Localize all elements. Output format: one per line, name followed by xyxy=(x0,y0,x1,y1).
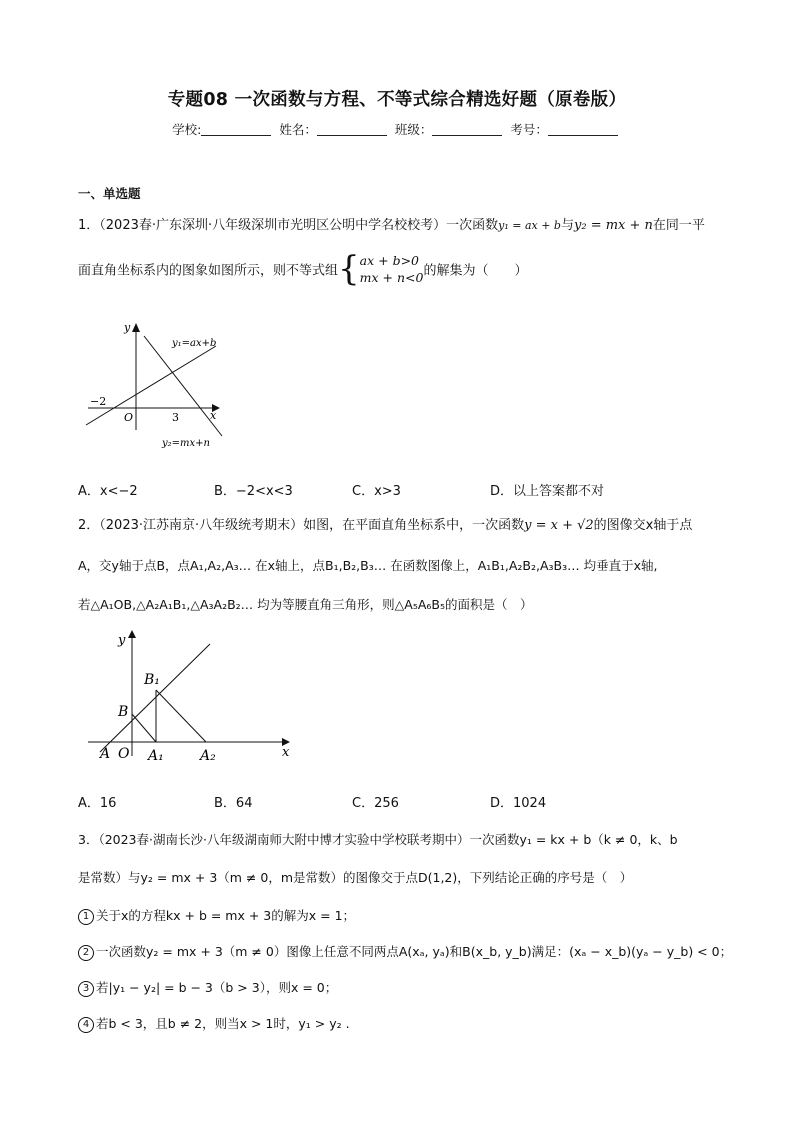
q3-item-4 xyxy=(78,1014,350,1033)
q2-line1-pre: 2．（2023·江苏南京·八年级统考期末）如图，在平面直角坐标系中，一次函数 xyxy=(78,518,525,533)
q1-option-a[interactable]: A．x<−2 xyxy=(78,484,138,499)
q1-option-b[interactable]: B．−2<x<3 xyxy=(214,484,293,499)
school-label: 学校: xyxy=(172,122,202,137)
q2-option-d[interactable]: D．1024 xyxy=(490,796,547,811)
q2-line1 xyxy=(78,514,692,533)
q1-label-origin: O xyxy=(124,411,134,424)
q2-label-origin: O xyxy=(118,746,130,762)
q2-line2: A，交y轴于点B，点A₁,A₂,A₃… 在x轴上，点B₁,B₂,B₃… 在函数图像上，A₁B₁,A₂B₂,A₃B₃… 均垂直于x轴, xyxy=(78,558,658,573)
q1-y1: y₁ = ax + b xyxy=(498,219,561,232)
q3-item-text: 一次函数y₂ = mx + 3（m ≠ 0）图像上任意不同两点A(xₐ, yₐ)和B(x_b, y_b)满足：(xₐ − x_b)(yₐ − y_b) < 0； xyxy=(96,944,733,959)
q3-item-text: 若b < 3，且b ≠ 2，则当x > 1时，y₁ > y₂ . xyxy=(96,1016,350,1031)
q2-y-arrow-icon xyxy=(128,630,136,638)
q2-label-y: y xyxy=(118,633,126,648)
name-label: 姓名： xyxy=(279,122,317,137)
q2-label-b1: B₁ xyxy=(144,672,160,688)
q1-label-x: x xyxy=(210,409,217,422)
page-title: 专题08 一次函数与方程、不等式综合精选好题（原卷版） xyxy=(167,90,627,110)
q1-option-c[interactable]: C．x>3 xyxy=(352,484,401,499)
exam-no-blank[interactable] xyxy=(548,122,618,136)
circled-number: 1 xyxy=(78,909,94,925)
inequality-2: mx + n<0 xyxy=(359,270,424,285)
q2-line3: 若△A₁OB,△A₂A₁B₁,△A₃A₂B₂… 均为等腰直角三角形，则△A₅A₆B₅的面积是（ ） xyxy=(78,597,533,612)
exam-no-label: 考号： xyxy=(510,122,548,137)
q2-segment-b1-a2 xyxy=(156,690,206,742)
q1-line2-post: 的解集为（ ） xyxy=(423,263,528,279)
section-heading: 一、单选题 xyxy=(78,186,141,201)
q2-function-line xyxy=(100,644,210,752)
q2-label-a: A xyxy=(100,746,111,762)
q1-figure xyxy=(80,318,240,458)
class-blank[interactable] xyxy=(432,122,502,136)
q2-label-a1: A₁ xyxy=(148,748,164,764)
q3-line1: 3．（2023春·湖南长沙·八年级湖南师大附中博才实验中学校联考期中）一次函数y₁ = kx + b（k ≠ 0，k、b xyxy=(78,832,678,847)
circled-number: 2 xyxy=(78,945,94,961)
name-blank[interactable] xyxy=(317,122,387,136)
class-label: 班级： xyxy=(394,122,433,137)
circled-number: 3 xyxy=(78,981,94,997)
inequality-system xyxy=(360,252,424,286)
q2-label-b: B xyxy=(118,704,129,720)
q1-label-neg2: −2 xyxy=(90,395,107,408)
q1-line1 xyxy=(78,214,705,233)
q1-line2 xyxy=(78,249,528,289)
q3-item-2 xyxy=(78,942,732,961)
q1-text-pre: 1．（2023春·广东深圳·八年级深圳市光明区公明中学名校校考）一次函数 xyxy=(78,218,499,233)
inequality-1: ax + b>0 xyxy=(359,253,420,268)
q2-segment-b-a1 xyxy=(132,714,156,742)
q1-y-arrow-icon xyxy=(132,323,140,332)
circled-number: 4 xyxy=(78,1017,94,1033)
q1-label-y1: y₁=ax+b xyxy=(172,338,217,349)
q2-figure xyxy=(82,628,302,768)
q3-item-1 xyxy=(78,906,355,925)
q1-label-y2: y₂=mx+n xyxy=(162,438,210,449)
q2-function: y = x + √2 xyxy=(524,518,594,533)
system-brace: { xyxy=(338,249,360,289)
q3-item-text: 关于x的方程kx + b = mx + 3的解为x = 1； xyxy=(96,908,356,923)
q1-y2: y₂ = mx + n xyxy=(574,218,653,233)
q1-text-post: 在同一平 xyxy=(652,218,705,233)
q3-item-text: 若|y₁ − y₂| = b − 3（b > 3），则x = 0； xyxy=(96,980,338,995)
school-blank[interactable] xyxy=(201,122,271,136)
student-info-row xyxy=(0,120,794,138)
q2-option-a[interactable]: A．16 xyxy=(78,796,117,811)
q3-line2: 是常数）与y₂ = mx + 3（m ≠ 0，m是常数）的图像交于点D(1,2)，下列结论正确的序号是（ ） xyxy=(78,870,633,885)
q3-item-3 xyxy=(78,978,337,997)
q1-label-y: y xyxy=(124,321,131,334)
q1-label-3: 3 xyxy=(172,411,179,424)
q2-option-b[interactable]: B．64 xyxy=(214,796,253,811)
q1-option-d[interactable]: D．以上答案都不对 xyxy=(490,484,605,499)
q2-option-c[interactable]: C．256 xyxy=(352,796,399,811)
q2-label-a2: A₂ xyxy=(200,748,216,764)
q1-line2-pre: 面直角坐标系内的图象如图所示，则不等式组 xyxy=(78,263,339,279)
q2-line1-post: 的图像交x轴于点 xyxy=(593,518,693,533)
q1-line-y1 xyxy=(86,346,216,425)
q1-mid: 与 xyxy=(560,218,574,233)
q2-label-x: x xyxy=(282,745,290,760)
